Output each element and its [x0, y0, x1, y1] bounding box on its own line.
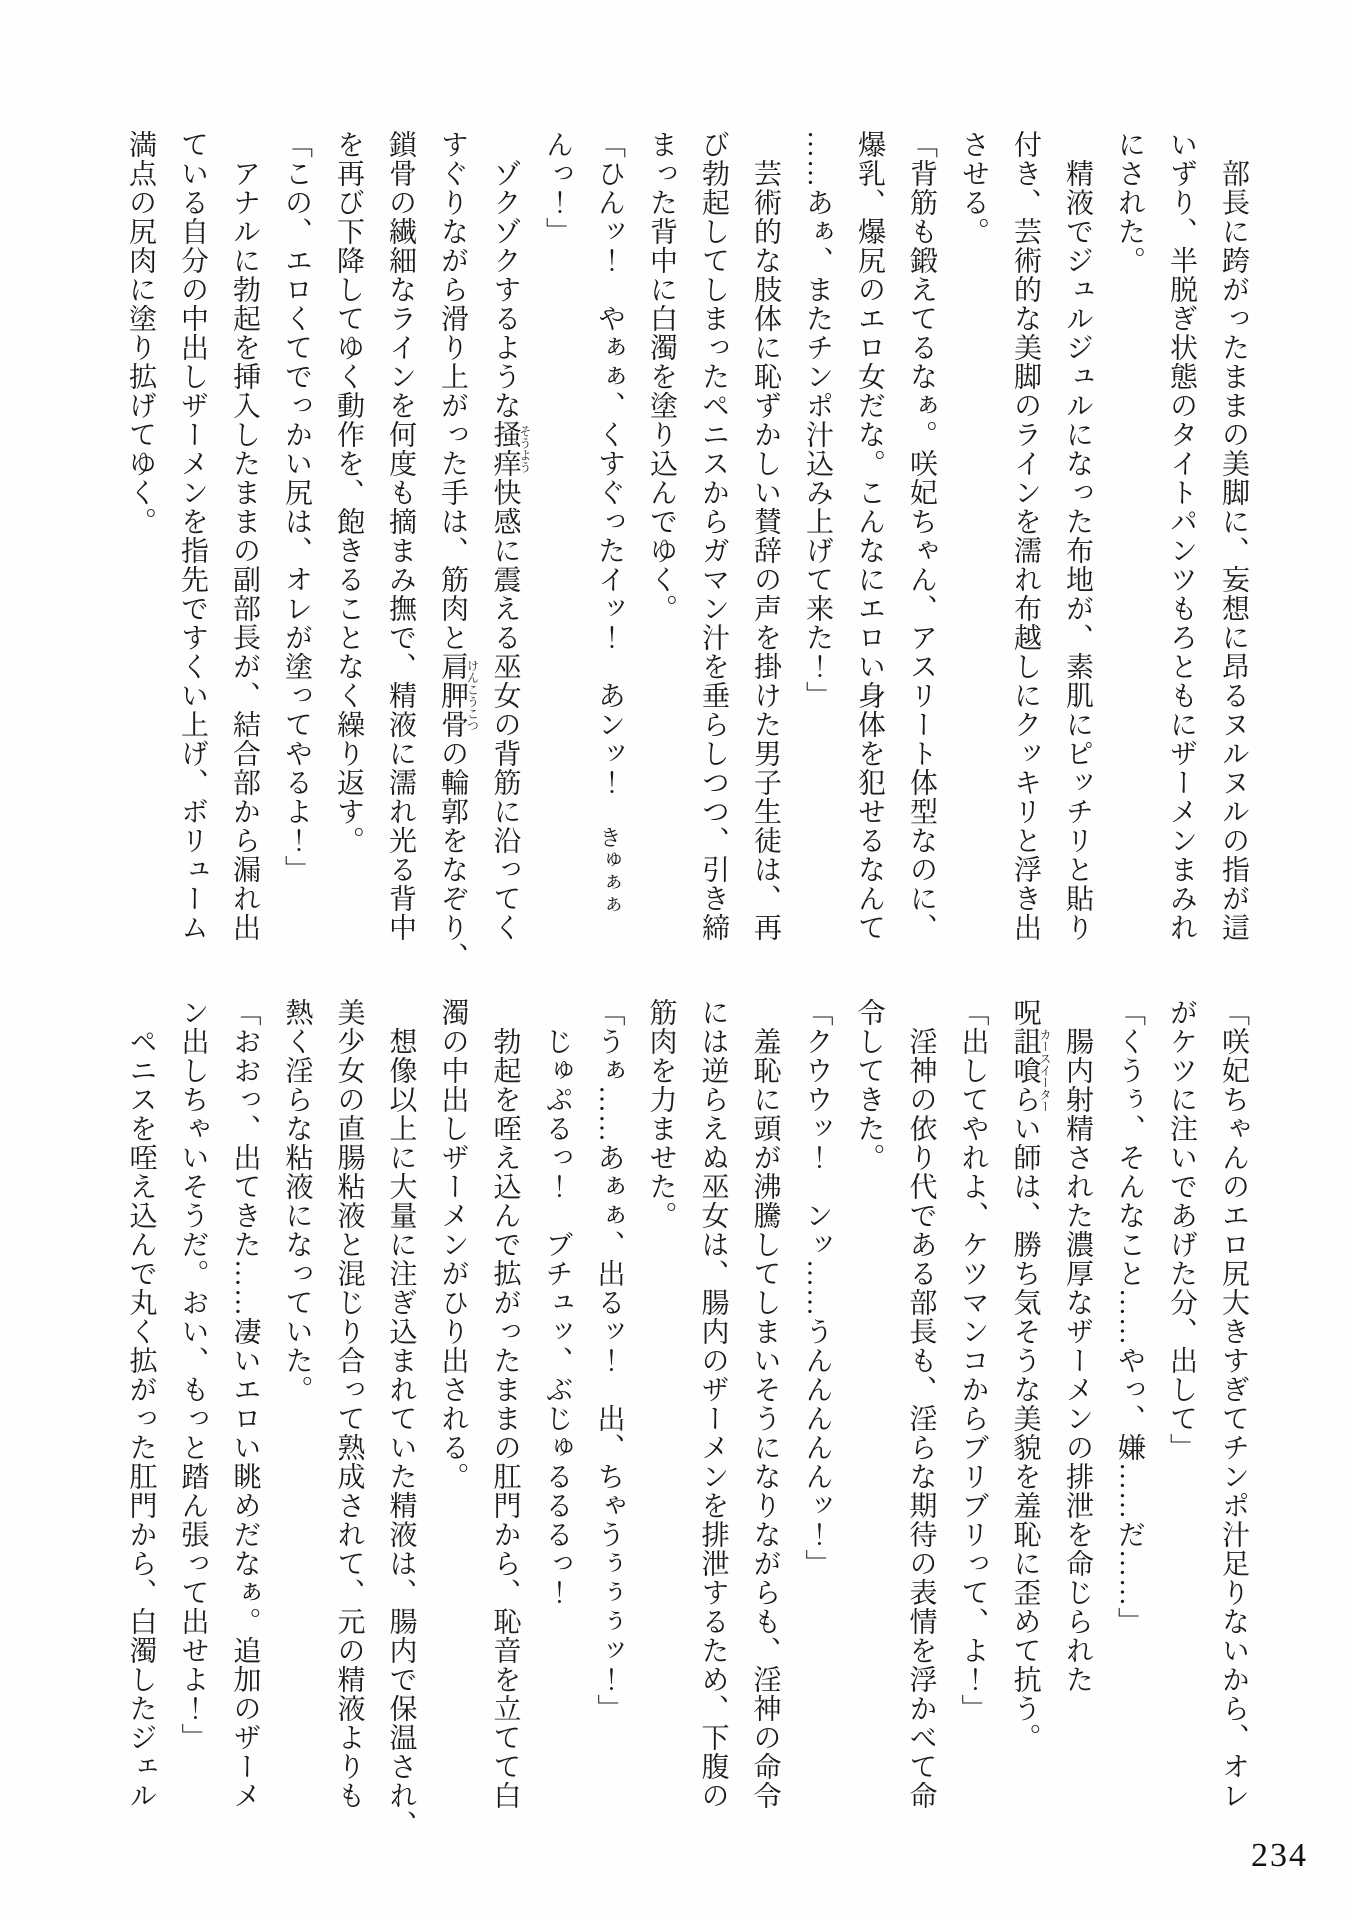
text-column — [1103, 130, 1155, 942]
text-column — [791, 130, 843, 942]
text-column — [219, 998, 271, 1810]
text-column — [1207, 998, 1259, 1810]
text-column — [635, 130, 687, 942]
text-column — [687, 998, 739, 1810]
text-column — [375, 998, 427, 1839]
text-column — [947, 998, 999, 1810]
text-run: 付き、芸術的な美脚のラインを濡れ布越しにクッキリと浮き出 — [1010, 130, 1041, 942]
text-run: 「背筋も鍛えてるなぁ。咲妃ちゃん、アスリート体型なのに、 — [906, 130, 937, 942]
text-column — [531, 130, 583, 942]
text-run: 「出してやれよ、ケツマンコからブリブリって、よ！」 — [957, 998, 989, 1723]
text-column — [791, 998, 843, 1810]
text-column — [114, 130, 166, 942]
text-run: には逆らえぬ巫女は、腸内のザーメンを排泄するため、下腹の — [697, 998, 729, 1810]
text-column — [739, 130, 791, 942]
text-run: がケツに注いであげた分、出して」 — [1166, 998, 1197, 1462]
text-column — [1103, 998, 1155, 1810]
text-column — [843, 998, 895, 1810]
text-column — [1155, 130, 1207, 942]
text-run: 鎖骨の繊細なラインを何度も摘まみ撫で、精液に濡れ光る背中 — [385, 130, 416, 942]
upper-text-block — [115, 130, 1259, 971]
text-run: 熱く淫らな粘液になっていた。 — [281, 998, 313, 1404]
text-column — [1051, 998, 1103, 1810]
text-run: んっ！」 — [542, 130, 573, 246]
text-run: を再び下降してゆく動作を、飽きることなく繰り返す。 — [333, 130, 364, 855]
text-run: 「クウウッ！ ンッ……うんんんんんッ！」 — [801, 998, 833, 1578]
text-run: 「くうぅ、そんなこと……やっ、嫌……だ……」 — [1114, 998, 1145, 1636]
text-run: ……あぁ、またチンポ汁込み上げて来た！」 — [802, 130, 833, 710]
text-run: 腸内射精された濃厚なザーメンの排泄を命じられた — [1062, 1027, 1093, 1694]
text-column — [479, 998, 531, 1810]
text-column — [1155, 998, 1207, 1810]
text-run: 筋肉を力ませた。 — [645, 998, 677, 1230]
text-run: ペニスを咥え込んで丸く拡がった肛門から、白濁したジェル — [125, 1027, 157, 1810]
text-run: ン出しちゃいそうだ。おい、もっと踏ん張って出せよ！」 — [177, 998, 209, 1752]
text-run: 羞恥に頭が沸騰してしまいそうになりながらも、淫神の命令 — [749, 1027, 781, 1810]
text-run: の輪郭をなぞり、 — [437, 739, 468, 971]
text-run: 呪詛喰らいカースイーター — [1009, 998, 1052, 1143]
text-run: 令してきた。 — [853, 998, 885, 1172]
text-column — [635, 998, 687, 1810]
ruby-base: 肩胛骨 — [437, 652, 468, 739]
text-column — [166, 130, 218, 942]
ruby-base: 掻痒 — [489, 420, 521, 478]
text-column — [739, 998, 791, 1810]
text-run: 掻痒そうよう — [489, 420, 532, 478]
text-column — [583, 130, 635, 942]
text-column — [843, 130, 895, 942]
text-run: 勃起を咥え込んで拡がったままの肛門から、恥音を立てて白 — [489, 1027, 521, 1810]
text-column — [687, 130, 739, 942]
text-run: いずり、半脱ぎ状態のタイトパンツもろともにザーメンまみれ — [1166, 130, 1197, 942]
text-run: させる。 — [958, 130, 989, 246]
text-column — [167, 998, 219, 1810]
text-run: アナルに勃起を挿入したままの副部長が、結合部から漏れ出 — [229, 159, 260, 942]
text-column — [115, 998, 167, 1810]
text-run: 肩胛骨けんこうこつ — [437, 652, 480, 739]
text-run: 淫神の依り代である部長も、淫らな期待の表情を浮かべて命 — [905, 1027, 937, 1810]
text-run: 「うぁ……あぁぁ、出るッ！ 出、ちゃうぅぅぅッ！」 — [593, 998, 625, 1723]
text-run: び勃起してしまったペニスからガマン汁を垂らしつつ、引き締 — [698, 130, 729, 942]
text-column — [895, 130, 947, 942]
text-column — [374, 130, 426, 942]
text-column — [999, 998, 1052, 1810]
text-column — [322, 130, 374, 942]
text-run: 濁の中出しザーメンがひり出される。 — [437, 998, 469, 1491]
text-run: 爆乳、爆尻のエロ女だな。こんなにエロい身体を犯せるなんて — [854, 130, 885, 942]
text-run: 芸術的な肢体に恥ずかしい賛辞の声を掛けた男子生徒は、再 — [750, 159, 781, 942]
text-run: 「ひんッ！ やぁぁ、くすぐったイッ！ あンッ！ — [594, 130, 625, 826]
text-column — [947, 130, 999, 942]
text-run: すぐりながら滑り上がった手は、筋肉と — [437, 130, 468, 652]
text-run: じゅぷるっ！ ブチュッ、ぶじゅるるるっ！ — [541, 1027, 573, 1607]
text-column — [479, 130, 532, 942]
page-number: 234 — [1251, 1837, 1308, 1874]
text-run: 想像以上に大量に注ぎ込まれていた精液は、腸内で保温され、 — [385, 1027, 417, 1839]
text-run: ている自分の中出しザーメンを指先ですくい上げ、ボリューム — [177, 130, 208, 942]
text-column — [999, 130, 1051, 942]
text-run: 「この、エロくてでっかい尻は、オレが塗ってやるよ！」 — [281, 130, 312, 884]
text-run: 「咲妃ちゃんのエロ尻大きすぎてチンポ汁足りないから、オレ — [1218, 998, 1249, 1810]
text-column — [1207, 130, 1259, 942]
text-run: ゾクゾクするような — [489, 159, 521, 420]
text-column — [323, 998, 375, 1810]
text-run: 部長に跨がったままの美脚に、妄想に昂るヌルヌルの指が這 — [1218, 159, 1249, 942]
text-run: 「おおっ、出てきた……凄いエロい眺めだなぁ。追加のザーメ — [229, 998, 261, 1810]
text-column — [218, 130, 270, 942]
text-column — [427, 998, 479, 1810]
text-column — [895, 998, 947, 1810]
text-run: きゅぁぁ — [597, 826, 622, 916]
text-run: 師は、勝ち気そうな美貌を羞恥に歪めて抗う。 — [1009, 1143, 1041, 1752]
text-run: 快感に震える巫女の背筋に沿ってく — [489, 478, 521, 942]
text-column — [426, 130, 480, 971]
text-run: 精液でジュルジュルになった布地が、素肌にピッチリと貼り — [1062, 159, 1093, 942]
text-run: まった背中に白濁を塗り込んでゆく。 — [646, 130, 677, 623]
text-column — [1051, 130, 1103, 942]
text-column — [271, 998, 323, 1810]
text-run: 美少女の直腸粘液と混じり合って熟成されて、元の精液よりも — [333, 998, 365, 1810]
text-run: 満点の尻肉に塗り拡げてゆく。 — [125, 130, 156, 536]
text-run: にされた。 — [1114, 130, 1145, 275]
ruby-base: 呪詛喰らい — [1009, 998, 1041, 1143]
lower-text-block — [115, 998, 1259, 1839]
text-column — [270, 130, 322, 942]
text-column — [531, 998, 583, 1810]
text-column — [583, 998, 635, 1810]
